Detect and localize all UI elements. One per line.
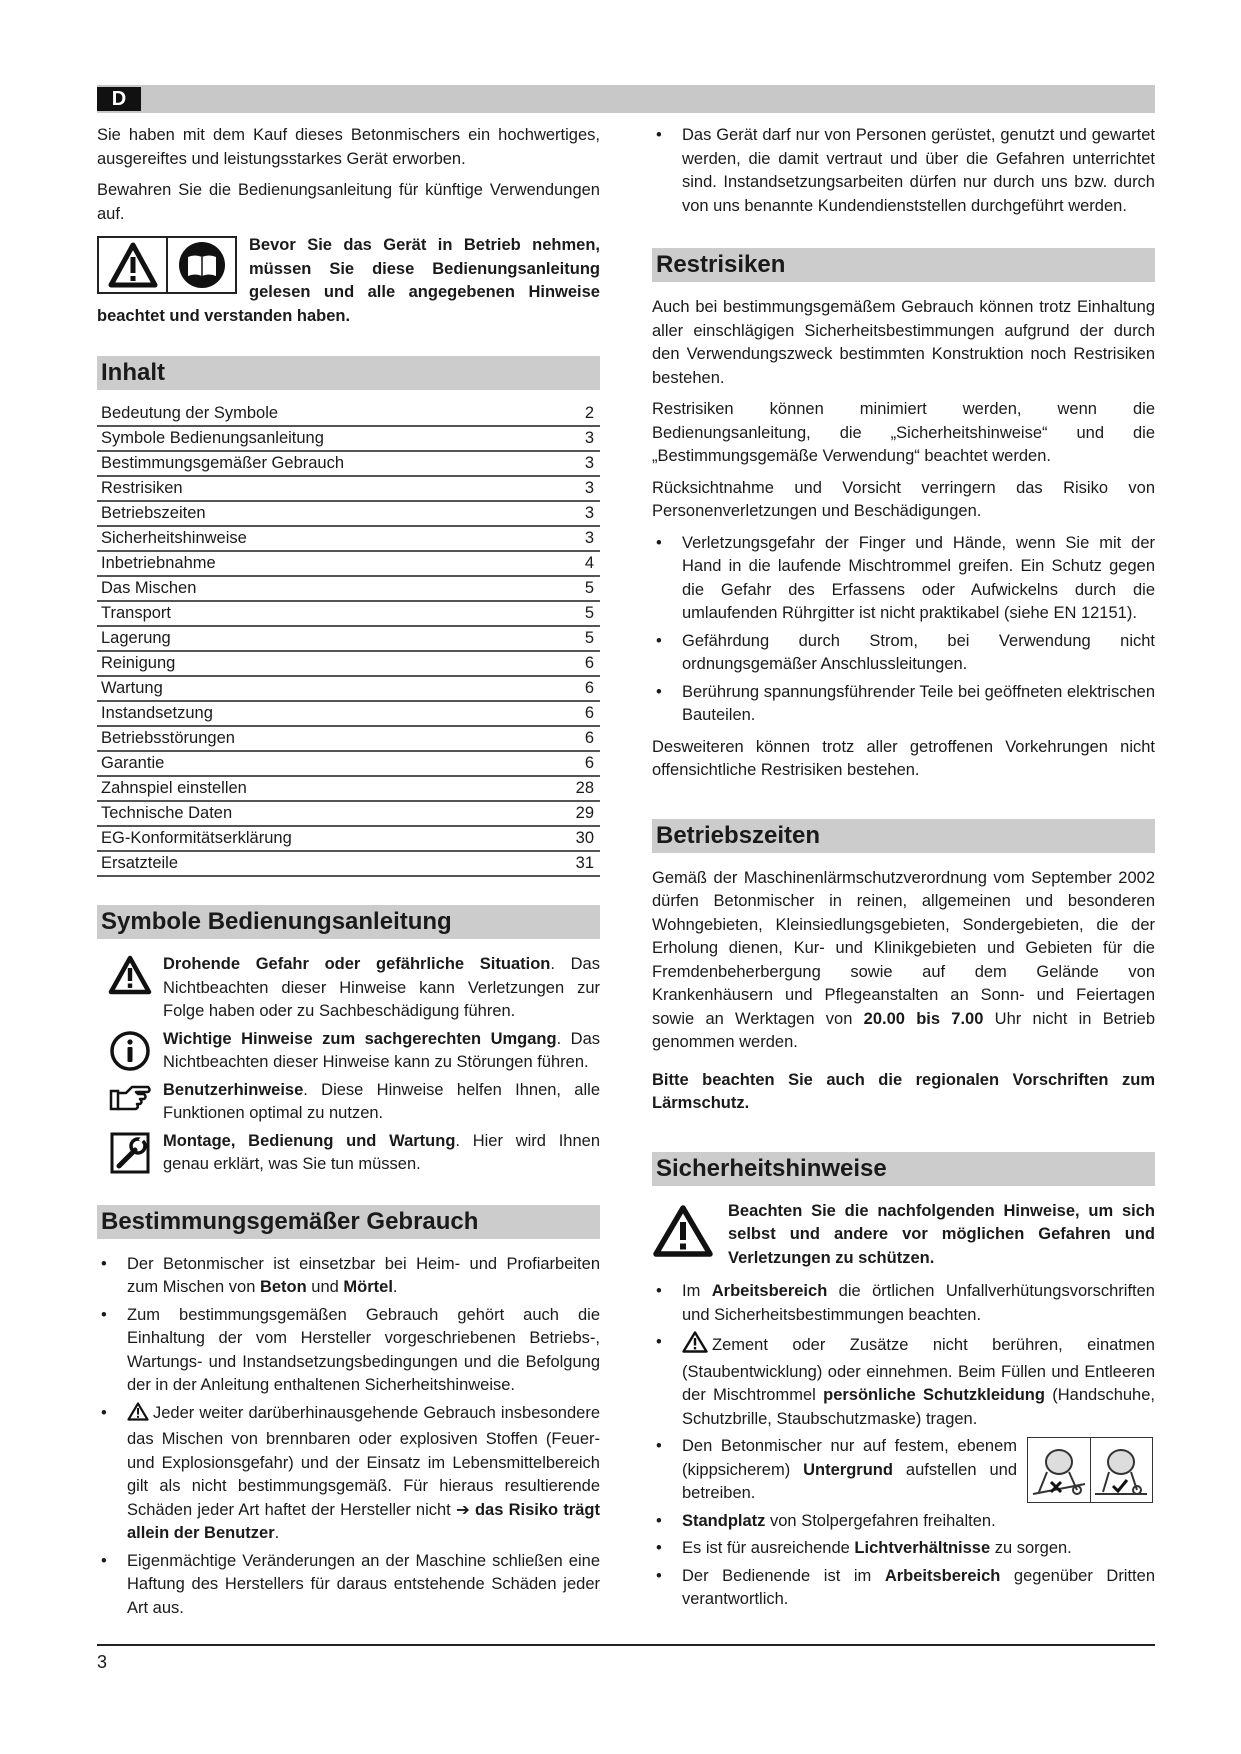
toc-page: 28 — [549, 776, 600, 801]
toc-row — [97, 451, 600, 476]
warning-icons-box — [97, 236, 237, 294]
toc-row — [97, 651, 600, 676]
symbol-description: Wichtige Hinweise zum sachgerechten Umgang. Das Nichtbeachten dieser Hinweise kann zu Störungen führen. — [163, 1029, 600, 1071]
safety-list — [652, 1280, 1155, 1612]
warning-triangle-icon — [127, 1402, 149, 1429]
header-bar — [97, 85, 1155, 113]
toc-label: Lagerung — [97, 626, 549, 651]
toc-label: Betriebszeiten — [97, 501, 549, 526]
symbol-description: Drohende Gefahr oder gefährliche Situation. Das Nichtbeachten dieser Hinweise kann Verletzungen zur Folge haben oder zu Sachbeschädigung führen. — [163, 955, 600, 1020]
symbol-row — [97, 1079, 600, 1126]
arrow-icon: ➔ — [455, 1500, 470, 1519]
toc-page: 31 — [549, 851, 600, 876]
toc-page: 3 — [549, 451, 600, 476]
toc-label: Reinigung — [97, 651, 549, 676]
toc-label: Technische Daten — [97, 801, 549, 826]
section-title-symbole: Symbole Bedienungsanleitung — [97, 905, 600, 939]
wrench-icon — [97, 1130, 163, 1177]
toc-row — [97, 776, 600, 801]
toc-label: Inbetriebnahme — [97, 551, 549, 576]
intended-use-list — [97, 1253, 600, 1621]
toc-label: Bedeutung der Symbole — [97, 402, 549, 426]
list-item: • Den Betonmischer nur auf festem, ebenem (kippsicherem) Untergrund aufstellen und betreiben. — [652, 1435, 1155, 1506]
symbol-description: Benutzerhinweise. Diese Hinweise helfen Ihnen, alle Funktionen optimal zu nutzen. — [163, 1080, 600, 1122]
symbol-row — [97, 1028, 600, 1075]
list-item: • Im Arbeitsbereich die örtlichen Unfallverhütungsvorschriften und Sicherheitsbestimmungen beachten. — [652, 1280, 1155, 1327]
section-title-gebrauch: Bestimmungsgemäßer Gebrauch — [97, 1205, 600, 1239]
toc-row — [97, 701, 600, 726]
toc-row — [97, 676, 600, 701]
list-item: • Eigenmächtige Veränderungen an der Maschine schließen eine Haftung des Herstellers für daraus entstehende Schäden jeder Art aus. — [97, 1550, 600, 1621]
language-badge: D — [97, 87, 141, 111]
page-number: 3 — [97, 1652, 108, 1672]
toc-row — [97, 551, 600, 576]
toc-label: EG-Konformitätserklärung — [97, 826, 549, 851]
toc-page: 2 — [549, 402, 600, 426]
toc-page: 6 — [549, 701, 600, 726]
toc-page: 3 — [549, 501, 600, 526]
toc-row — [97, 426, 600, 451]
toc-page: 4 — [549, 551, 600, 576]
toc-row — [97, 576, 600, 601]
list-item: • Jeder weiter darüberhinausgehende Gebrauch insbesondere das Mischen von brennbaren oder explosiven Stoffen (Feuer- und Explosionsgefahr) und der Einsatz im Lebensmittelbereich gilt als nicht bestimmungsgemäß. Für hieraus resultierende Schäden jeder Art haftet der Hersteller nicht ➔ das Risiko trägt allein der Benutzer. — [97, 1402, 600, 1546]
section-title-inhalt: Inhalt — [97, 356, 600, 390]
toc-label: Betriebsstörungen — [97, 726, 549, 751]
toc-label: Bestimmungsgemäßer Gebrauch — [97, 451, 549, 476]
toc-page: 6 — [549, 726, 600, 751]
toc-row — [97, 851, 600, 876]
list-item: • Berührung spannungsführender Teile bei geöffneten elektrischen Bauteilen. — [652, 681, 1155, 728]
list-item: • Es ist für ausreichende Lichtverhältnisse zu sorgen. — [652, 1537, 1155, 1561]
toc-page: 3 — [549, 526, 600, 551]
toc-label: Ersatzteile — [97, 851, 549, 876]
toc-page: 3 — [549, 426, 600, 451]
list-item: • Das Gerät darf nur von Personen gerüstet, genutzt und gewartet werden, die damit vertraut und über die Gefahren unterrichtet sind. Instandsetzungsarbeiten dürfen nur durch uns bzw. durch von uns benannte Kundendienststellen durchgeführt werden. — [652, 124, 1155, 218]
read-manual-warning — [97, 234, 600, 328]
toc-row — [97, 601, 600, 626]
mixer-correct-icon — [1090, 1438, 1153, 1502]
toc-page: 5 — [549, 601, 600, 626]
info-circle-icon — [97, 1028, 163, 1075]
toc-page: 5 — [549, 576, 600, 601]
toc-label: Instandsetzung — [97, 701, 549, 726]
toc-row — [97, 402, 600, 426]
safety-warning-text: Beachten Sie die nachfolgenden Hinweise, um sich selbst und andere vor möglichen Gefahren und Verletzungen zu schützen. — [728, 1201, 1155, 1267]
toc-row — [97, 801, 600, 826]
symbol-row — [97, 1130, 600, 1177]
toc-label: Sicherheitshinweise — [97, 526, 549, 551]
list-item: • Standplatz von Stolpergefahren freihalten. — [652, 1510, 1155, 1534]
toc-page: 6 — [549, 676, 600, 701]
safety-warning — [652, 1200, 1155, 1271]
toc-label: Zahnspiel einstellen — [97, 776, 549, 801]
right-column — [652, 124, 1155, 1620]
section-title-restrisiken: Restrisiken — [652, 248, 1155, 282]
mixer-placement-illustration — [1027, 1437, 1153, 1503]
betriebszeiten-paragraph: Gemäß der Maschinenlärmschutzverordnung vom September 2002 dürfen Betonmischer in reinen, allgemeinen und besonderen Wohngebieten, Kleinsiedlungsgebieten, Sondergebieten, die der Erholung dienen, Kur- und Klinikgebieten und Gebieten für die Fremdenbeherbergung sowie auf dem Gelände von Krankenhäusern und Pflegeanstalten an Sonn- und Feiertagen sowie an Werktagen von 20.00 bis 7.00 Uhr nicht in Betrieb genommen werden. — [652, 868, 1156, 1051]
restrisiken-paragraph-2: Restrisiken können minimiert werden, wenn die Bedienungsanleitung, die „Sicherheitshinweise“ und die „Bestimmungsgemäße Verwendung“ beachtet werden. — [652, 400, 1155, 465]
toc-label: Garantie — [97, 751, 549, 776]
read-manual-icon — [166, 238, 235, 292]
toc-label: Transport — [97, 601, 549, 626]
warning-triangle-icon — [99, 238, 166, 292]
left-column — [97, 124, 600, 1628]
personnel-list — [652, 124, 1155, 218]
list-item: • Der Bedienende ist im Arbeitsbereich gegenüber Dritten verantwortlich. — [652, 1565, 1155, 1612]
toc-page: 5 — [549, 626, 600, 651]
warning-triangle-icon — [682, 1331, 708, 1361]
toc-page: 29 — [549, 801, 600, 826]
toc-row — [97, 476, 600, 501]
warning-triangle-icon — [652, 1200, 718, 1263]
list-item: • Zum bestimmungsgemäßen Gebrauch gehört auch die Einhaltung der vom Hersteller vorgeschriebenen Betriebs-, Wartungs- und Instandsetzungsbedingungen und die Befolgung der in der Anleitung enthaltenen Sicherheitshinweise. — [97, 1304, 600, 1398]
table-of-contents — [97, 402, 600, 877]
section-title-betriebszeiten: Betriebszeiten — [652, 819, 1155, 853]
restrisiken-paragraph-1: Auch bei bestimmungsgemäßem Gebrauch können trotz Einhaltung aller einschlägigen Sicherheitsbestimmungen aufgrund der durch den Verwendungszweck bestimmten Konstruktion noch Restrisiken bestehen. — [652, 298, 1155, 387]
intro-paragraph-1: Sie haben mit dem Kauf dieses Betonmischers ein hochwertiges, ausgereiftes und leistungsstarkes Gerät erworben. — [97, 126, 600, 168]
toc-row — [97, 501, 600, 526]
list-item: • Zement oder Zusätze nicht berühren, einatmen (Staubentwicklung) oder einnehmen. Beim Füllen und Entleeren der Mischtrommel persönliche Schutzkleidung (Handschuhe, Schutzbrille, Staubschutzmaske) tragen. — [652, 1331, 1155, 1431]
toc-row — [97, 526, 600, 551]
toc-page: 6 — [549, 751, 600, 776]
toc-page: 30 — [549, 826, 600, 851]
laermschutz-note: Bitte beachten Sie auch die regionalen Vorschriften zum Lärmschutz. — [652, 1070, 1155, 1112]
toc-row — [97, 826, 600, 851]
restrisiken-paragraph-4: Desweiteren können trotz aller getroffenen Vorkehrungen nicht offensichtliche Restrisiken bestehen. — [652, 737, 1155, 779]
toc-page: 6 — [549, 651, 600, 676]
toc-row — [97, 726, 600, 751]
list-item: • Gefährdung durch Strom, bei Verwendung nicht ordnungsgemäßer Anschlussleitungen. — [652, 630, 1155, 677]
footer-rule — [97, 1644, 1155, 1646]
symbol-description: Montage, Bedienung und Wartung. Hier wird Ihnen genau erklärt, was Sie tun müssen. — [163, 1131, 600, 1173]
list-item: • Der Betonmischer ist einsetzbar bei Heim- und Profiarbeiten zum Mischen von Beton und Mörtel. — [97, 1253, 600, 1300]
toc-row — [97, 626, 600, 651]
restrisiken-paragraph-3: Rücksichtnahme und Vorsicht verringern das Risiko von Personenverletzungen und Beschädigungen. — [652, 478, 1155, 520]
toc-label: Das Mischen — [97, 576, 549, 601]
toc-page: 3 — [549, 476, 600, 501]
mixer-wrong-icon — [1028, 1438, 1090, 1502]
restrisiken-list — [652, 532, 1155, 728]
pointing-hand-icon — [97, 1079, 163, 1126]
symbols-list — [97, 953, 600, 1177]
warning-triangle-icon — [97, 953, 163, 1024]
toc-label: Wartung — [97, 676, 549, 701]
read-manual-warning-text: Bevor Sie das Gerät in Betrieb nehmen, müssen Sie diese Bedienungsanleitung gelesen und alle angegebenen Hinweise beachtet und verstanden haben. — [97, 236, 600, 325]
symbol-row — [97, 953, 600, 1024]
section-title-sicherheitshinweise: Sicherheitshinweise — [652, 1152, 1155, 1186]
toc-label: Restrisiken — [97, 476, 549, 501]
toc-row — [97, 751, 600, 776]
list-item: • Verletzungsgefahr der Finger und Hände, wenn Sie mit der Hand in die laufende Mischtrommel greifen. Ein Schutz gegen die Gefahr des Erfassens oder Aufwickelns durch die umlaufenden Rührgitter ist nicht praktikabel (siehe EN 12151). — [652, 532, 1155, 626]
toc-label: Symbole Bedienungsanleitung — [97, 426, 549, 451]
intro-paragraph-2: Bewahren Sie die Bedienungsanleitung für künftige Verwendungen auf. — [97, 181, 600, 223]
